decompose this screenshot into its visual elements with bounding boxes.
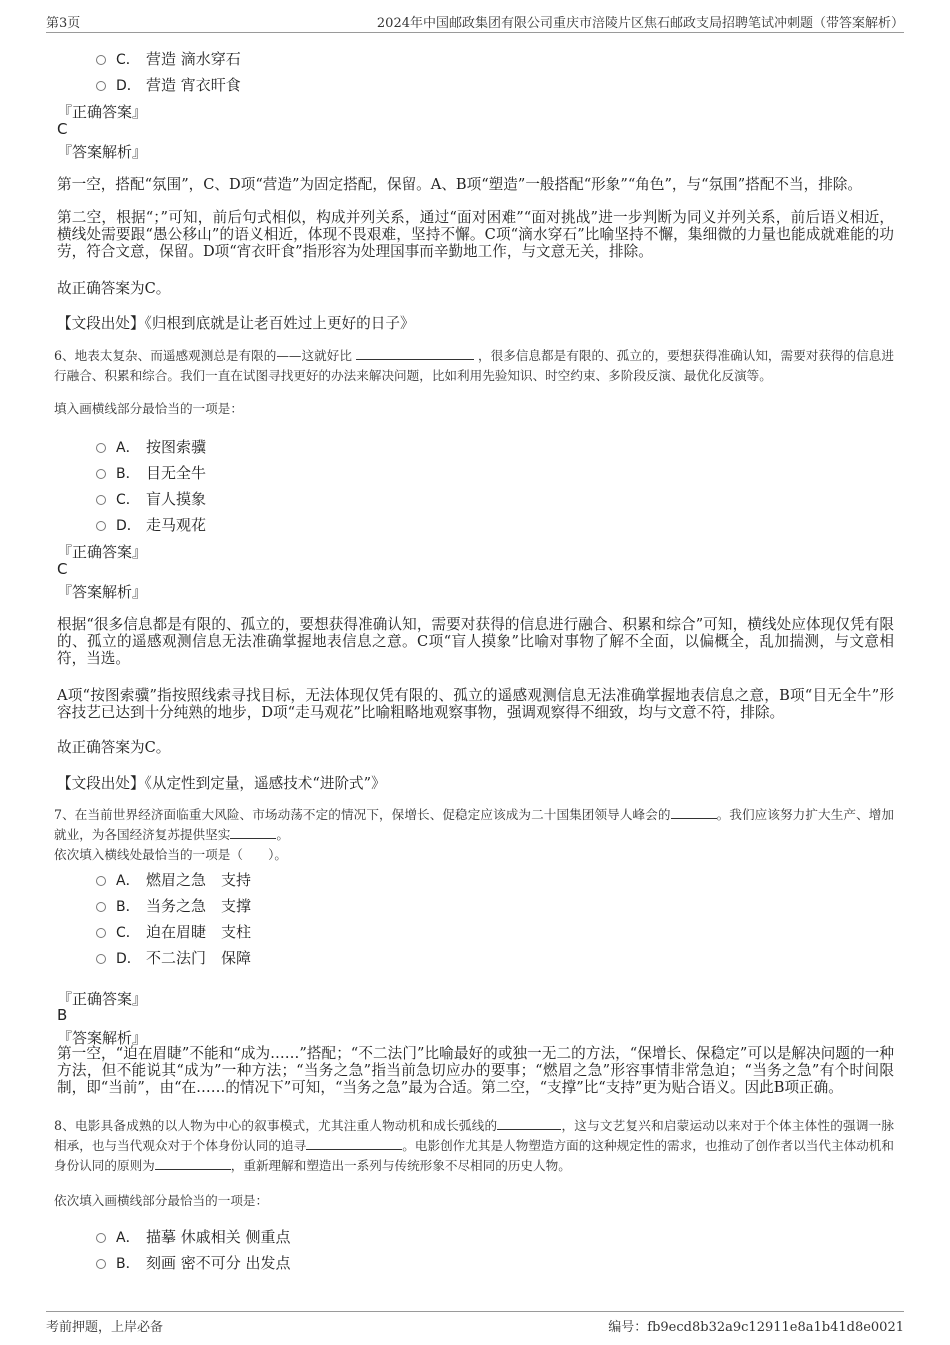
q7-answer: B: [57, 1006, 68, 1024]
radio-icon[interactable]: [96, 495, 106, 505]
q6-answer-label: 『正确答案』: [57, 543, 148, 561]
q7-blank-1: [671, 818, 717, 819]
radio-icon[interactable]: [96, 55, 106, 65]
q7-option-a[interactable]: A． 燃眉之急 支持: [96, 869, 251, 890]
q6-analysis-label: 『答案解析』: [57, 583, 148, 601]
q6-analysis-3: 故正确答案为C。: [57, 739, 171, 756]
q7-option-c[interactable]: C． 迫在眉睫 支柱: [96, 921, 251, 942]
q8-option-a[interactable]: A． 描摹 休戚相关 侧重点: [96, 1226, 291, 1247]
q5-analysis-3: 故正确答案为C。: [57, 280, 171, 297]
radio-icon[interactable]: [96, 521, 106, 531]
radio-icon[interactable]: [96, 928, 106, 938]
q5-answer-label: 『正确答案』: [57, 103, 148, 121]
document-code: 编号：fb9ecd8b32a9c12911e8a1b41d8e0021: [608, 1320, 904, 1335]
q7-stem: 7、在当前世界经济面临重大风险、市场动荡不定的情况下，保增长、促稳定应该成为二十国集团领导人峰会的 。我们应该努力扩大生产、增加就业，为各国经济复苏提供坚实 。: [54, 807, 895, 842]
q8-blank-1: [497, 1129, 561, 1130]
radio-icon[interactable]: [96, 876, 106, 886]
q5-analysis-1: 第一空，搭配“氛围”，C、D项“营造”为固定搭配，保留。A、B项“塑造”一般搭配“形象”“角色”，与“氛围”搭配不当，排除。: [57, 176, 862, 193]
document-title: 2024年中国邮政集团有限公司重庆市涪陵片区焦石邮政支局招聘笔试冲刺题（带答案解析）: [376, 16, 904, 31]
q5-source: 【文段出处】《归根到底就是让老百姓过上更好的日子》: [57, 315, 415, 332]
page-number: 第3页: [46, 16, 81, 31]
q7-option-b[interactable]: B． 当务之急 支撑: [96, 895, 251, 916]
q6-analysis-2: A项“按图索骥”指按照线索寻找目标，无法体现仅凭有限的、孤立的遥感观测信息无法准确掌握地表信息之意，B项“目无全牛”形容技艺已达到十分纯熟的地步，D项“走马观花”比喻粗略地观察事物，强调观察得不细致，均与文意不符，排除。: [57, 687, 894, 721]
q6-answer: C: [57, 560, 68, 578]
q5-analysis-label: 『答案解析』: [57, 143, 148, 161]
q7-prompt: 依次填入横线处最恰当的一项是（ ）。: [54, 847, 287, 862]
q7-analysis-label: 『答案解析』: [57, 1029, 148, 1047]
q6-blank: [356, 359, 474, 360]
q8-stem: 8、电影具备成熟的以人物为中心的叙事模式，尤其注重人物动机和成长弧线的 ，这与文艺复兴和启蒙运动以来对于个体主体性的强调一脉相承，也与当代观众对于个体身份认同的追寻 。电影创作尤其是人物塑造方面的这种规定性的需求，也推动了创作者以当代主体动机和身份认同的原则为 ，重新理解和塑造出一系列与传统形象不尽相同的历史人物。: [54, 1118, 895, 1173]
footer-slogan: 考前押题，上岸必备: [46, 1320, 164, 1335]
q7-option-d[interactable]: D． 不二法门 保障: [96, 947, 251, 968]
q6-stem: 6、地表太复杂、而遥感观测总是有限的——这就好比 ，很多信息都是有限的、孤立的，要想获得准确认知，需要对获得的信息进行融合、积累和综合。我们一直在试图寻找更好的办法来解决问题，比如利用先验知识、时空约束、多阶段反演、最优化反演等。: [54, 348, 894, 383]
q5-option-d[interactable]: D． 营造 宵衣旰食: [96, 74, 241, 95]
radio-icon[interactable]: [96, 1259, 106, 1269]
q5-analysis-2: 第二空，根据“；”可知，前后句式相似，构成并列关系，通过“面对困难”“面对挑战”进一步判断为同义并列关系，前后语义相近，横线处需要跟“愚公移山”的语义相近，体现不畏艰难，坚持不懈。C项“滴水穿石”比喻坚持不懈，集细微的力量也能成就难能的功劳，符合文意，保留。D项“宵衣旰食”指形容为处理国事而辛勤地工作，与文意无关，排除。: [57, 209, 894, 260]
q5-answer: C: [57, 120, 68, 138]
radio-icon[interactable]: [96, 1233, 106, 1243]
q6-analysis-1: 根据“很多信息都是有限的、孤立的，要想获得准确认知，需要对获得的信息进行融合、积累和综合”可知，横线处应体现仅凭有限的、孤立的遥感观测信息无法准确掌握地表信息之意。C项“盲人摸象”比喻对事物了解不全面，以偏概全，乱加揣测，与文意相符，当选。: [57, 616, 894, 667]
q6-option-b[interactable]: B． 目无全牛: [96, 462, 206, 483]
q8-blank-3: [155, 1169, 231, 1170]
q6-option-a[interactable]: A． 按图索骥: [96, 436, 206, 457]
q8-option-b[interactable]: B． 刻画 密不可分 出发点: [96, 1252, 291, 1273]
q7-blank-2: [230, 838, 276, 839]
page-footer: [46, 1311, 904, 1336]
q6-option-c[interactable]: C． 盲人摸象: [96, 488, 206, 509]
q6-source: 【文段出处】《从定性到定量，遥感技术“进阶式”》: [57, 775, 386, 792]
page-header: [46, 12, 904, 33]
radio-icon[interactable]: [96, 902, 106, 912]
q8-prompt: 依次填入画横线部分最恰当的一项是：: [54, 1193, 269, 1208]
q8-blank-2: [306, 1149, 402, 1150]
radio-icon[interactable]: [96, 469, 106, 479]
radio-icon[interactable]: [96, 954, 106, 964]
q6-prompt: 填入画横线部分最恰当的一项是：: [54, 401, 243, 416]
q7-answer-label: 『正确答案』: [57, 990, 148, 1008]
radio-icon[interactable]: [96, 81, 106, 91]
radio-icon[interactable]: [96, 443, 106, 453]
q5-option-c[interactable]: C． 营造 滴水穿石: [96, 48, 241, 69]
q6-option-d[interactable]: D． 走马观花: [96, 514, 206, 535]
q7-analysis: 第一空，“迫在眉睫”不能和“成为……”搭配；“不二法门”比喻最好的或独一无二的方法，“保增长、保稳定”可以是解决问题的一种方法，但不能说其“成为”一种方法；“当务之急”指当前急切应办的要事；“燃眉之急”形容事情非常急迫；“当务之急”有个时间限制，即“当前”，由“在……的情况下”可知，“当务之急”最为合适。第二空，“支撑”比“支持”更为贴合语义。因此B项正确。: [57, 1045, 894, 1096]
